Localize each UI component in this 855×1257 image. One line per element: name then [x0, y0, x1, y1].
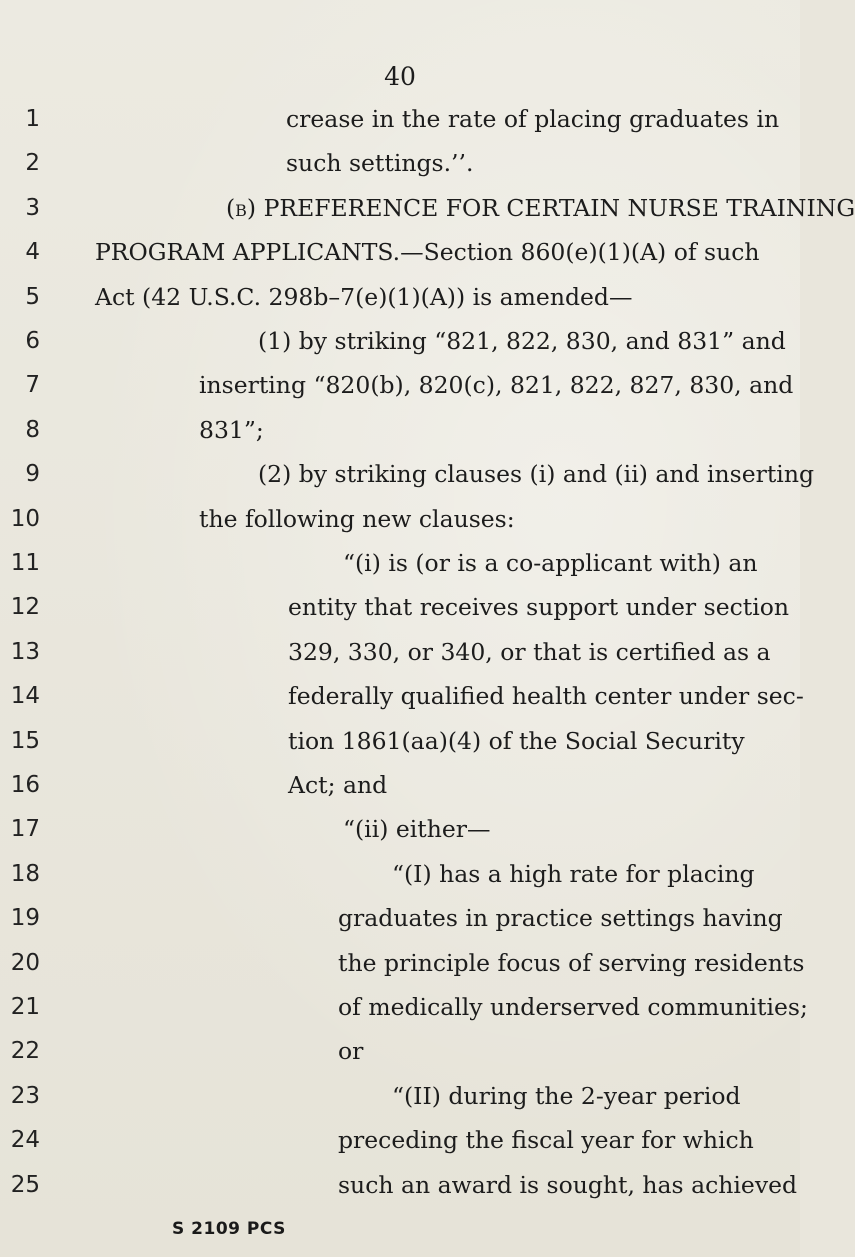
text-line: “(II) during the 2-year period	[392, 1081, 741, 1110]
document-identifier: S 2109 PCS	[172, 1219, 286, 1239]
line-number: 25	[10, 1171, 40, 1198]
text-line: (b) PREFERENCE FOR CERTAIN NURSE TRAINING	[226, 193, 855, 222]
line-number: 2	[25, 150, 40, 177]
line-number: 4	[25, 239, 40, 266]
line-number: 20	[10, 949, 40, 976]
line-number: 13	[10, 638, 40, 665]
line-number: 14	[10, 683, 40, 710]
text-line: tion 1861(aa)(4) of the Social Security	[288, 726, 745, 755]
line-number: 7	[25, 372, 40, 399]
line-number: 12	[10, 594, 40, 621]
line-number: 16	[10, 772, 40, 798]
text-line: federally qualified health center under sec-	[288, 682, 804, 711]
text-line: PROGRAM APPLICANTS.—Section 860(e)(1)(A) of such	[95, 238, 760, 267]
text-line: 329, 330, or 340, or that is certified as a	[288, 637, 771, 666]
line-number: 6	[25, 328, 40, 354]
text-line: graduates in practice settings having	[338, 904, 783, 933]
text-line: (2) by striking clauses (i) and (ii) and inserting	[258, 460, 814, 489]
text-line: inserting “820(b), 820(c), 821, 822, 827, 830, and	[199, 371, 794, 400]
text-line: or	[338, 1037, 364, 1066]
text-line: of medically underserved communities;	[338, 993, 808, 1021]
text-line: Act (42 U.S.C. 298b–7(e)(1)(A)) is amended—	[95, 282, 633, 311]
text-line: “(I) has a high rate for placing	[392, 859, 755, 888]
line-number: 18	[10, 860, 40, 887]
line-number: 11	[10, 550, 40, 576]
line-number: 1	[25, 106, 40, 132]
line-number: 15	[10, 727, 40, 754]
line-number: 19	[10, 905, 40, 932]
line-number: 9	[25, 461, 40, 488]
text-line: “(i) is (or is a co-applicant with) an	[343, 549, 758, 577]
text-line: the following new clauses:	[199, 504, 515, 533]
text-line: such an award is sought, has achieved	[338, 1170, 798, 1199]
line-number: 17	[10, 816, 40, 843]
line-number: 8	[25, 416, 40, 443]
line-number: 22	[10, 1038, 40, 1065]
line-number: 5	[25, 283, 40, 310]
text-line: crease in the rate of placing graduates in	[286, 105, 780, 133]
page-number: 40	[384, 62, 416, 91]
text-line: Act; and	[288, 771, 388, 799]
line-number: 3	[25, 194, 40, 221]
line-number: 23	[10, 1082, 40, 1109]
text-line: “(ii) either—	[343, 815, 491, 844]
text-line: such settings.’’.	[286, 149, 474, 178]
text-line: preceding the fiscal year for which	[338, 1126, 754, 1155]
text-line: 831”;	[199, 415, 264, 444]
text-line: entity that receives support under section	[288, 593, 790, 622]
line-number: 21	[10, 994, 40, 1020]
text-line: (1) by striking “821, 822, 830, and 831” and	[258, 327, 786, 355]
text-line: the principle focus of serving residents	[338, 948, 805, 977]
line-number: 10	[10, 505, 40, 532]
line-number: 24	[10, 1127, 40, 1154]
